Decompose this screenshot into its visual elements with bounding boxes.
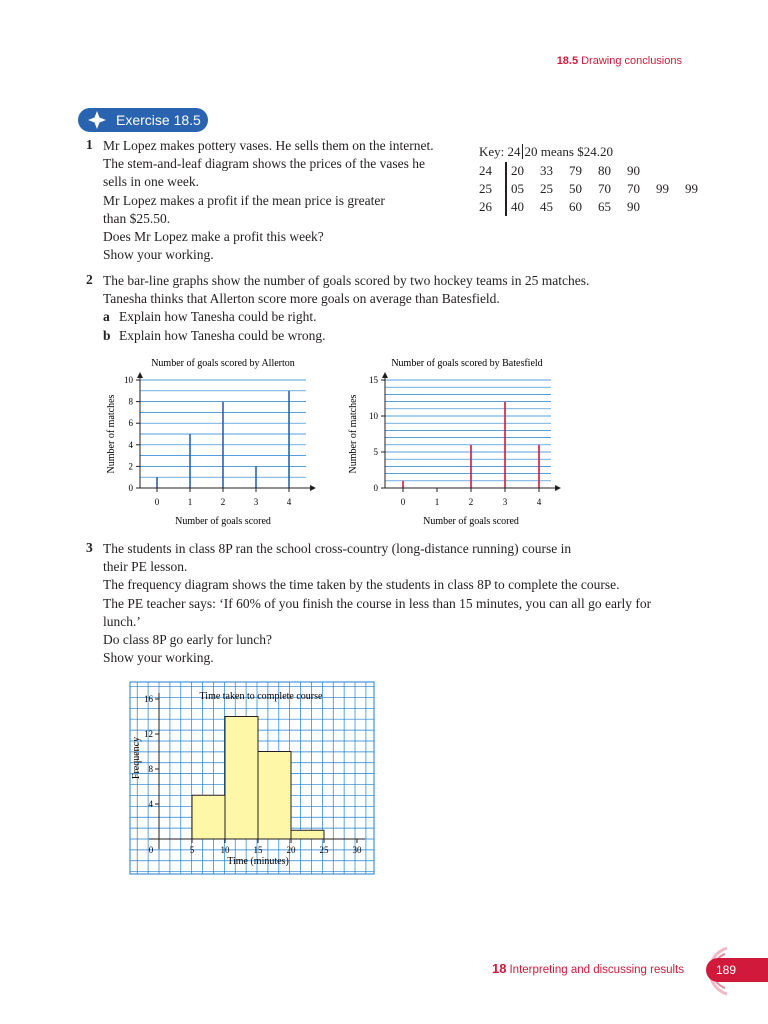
stem-leaf-table <box>479 162 710 216</box>
stem-cell: 24 <box>479 162 506 180</box>
key-stem: Key: 24 <box>479 144 521 159</box>
y-tick-label: 4 <box>148 799 153 809</box>
q3-line: The frequency diagram shows the time taken by the students in class 8P to complete the course. <box>103 577 620 593</box>
leaf-cell: 65 <box>598 199 611 214</box>
chart-title: Number of goals scored by Allerton <box>151 358 295 369</box>
x-axis-label: Time (minutes) <box>227 856 289 867</box>
histogram-bar <box>291 830 324 839</box>
x-tick-label: 5 <box>189 845 195 855</box>
y-tick-label: 10 <box>369 411 378 421</box>
q1-line: than $25.50. <box>103 210 171 226</box>
q1-line: Mr Lopez makes a profit if the mean price is greater <box>103 192 385 208</box>
table-row <box>479 198 710 216</box>
table-row <box>479 162 710 180</box>
leaf-cell: 05 <box>511 181 524 196</box>
y-tick-label: 2 <box>128 461 133 472</box>
question-2-text <box>103 272 589 345</box>
page-number: 189 <box>716 963 737 977</box>
leaf-cell: 79 <box>569 163 582 178</box>
leaf-cell: 99 <box>685 181 698 196</box>
leaf-cell <box>652 162 681 180</box>
y-tick-label: 8 <box>148 764 153 774</box>
x-tick-label: 0 <box>148 845 154 855</box>
q3-line: The PE teacher says: ‘If 60% of you finish the course in less than 15 minutes, you can all go early for <box>103 595 652 611</box>
y-tick-label: 0 <box>373 483 378 493</box>
leaf-cell: 80 <box>598 163 611 178</box>
q2-part-a <box>103 308 589 326</box>
x-tick-label: 1 <box>187 497 193 507</box>
star-icon <box>88 111 106 129</box>
y-axis-label: Number of matches <box>348 394 359 474</box>
stem-cell: 26 <box>479 198 506 216</box>
leaf-cell <box>681 198 710 216</box>
histogram-bar <box>192 795 225 839</box>
x-tick-label: 2 <box>468 497 474 507</box>
q1-line: Does Mr Lopez make a profit this week? <box>103 229 324 245</box>
part-label: a <box>103 309 110 325</box>
batesfield-bar-line-chart <box>346 352 576 532</box>
chapter-title: Interpreting and discussing results <box>509 964 684 976</box>
q2-part-b <box>103 327 589 345</box>
x-axis-label: Number of goals scored <box>423 516 519 527</box>
part-text: Explain how Tanesha could be right. <box>119 309 317 325</box>
q2-line: Tanesha thinks that Allerton score more goals on average than Batesfield. <box>103 291 500 307</box>
x-tick-label: 3 <box>253 497 259 507</box>
leaf-cell: 60 <box>569 199 582 214</box>
x-tick-label: 0 <box>400 497 406 507</box>
stem-cell: 25 <box>479 180 506 198</box>
y-tick-label: 5 <box>373 447 378 457</box>
exercise-badge <box>78 108 208 132</box>
part-label: b <box>103 327 111 343</box>
y-axis-label: Number of matches <box>106 394 117 474</box>
y-axis-label: Frequency <box>131 736 142 780</box>
leaf-cell <box>652 198 681 216</box>
leaf-cell: 99 <box>656 181 669 196</box>
q1-line: Show your working. <box>103 247 214 263</box>
x-tick-label: 4 <box>286 497 292 507</box>
leaf-cell: 90 <box>627 199 640 214</box>
y-tick-label: 10 <box>124 375 133 385</box>
leaf-cell: 90 <box>627 163 640 178</box>
section-title: Drawing conclusions <box>581 55 682 67</box>
q1-line: Mr Lopez makes pottery vases. He sells them on the internet. <box>103 138 434 153</box>
x-tick-label: 4 <box>536 497 542 507</box>
leaf-cell: 33 <box>540 163 553 178</box>
y-tick-label: 12 <box>144 729 153 739</box>
q3-line: The students in class 8P ran the school cross-country (long-distance running) course in <box>103 541 572 556</box>
y-tick-label: 15 <box>369 375 378 385</box>
leaf-cell: 70 <box>627 181 640 196</box>
y-tick-label: 4 <box>128 439 133 450</box>
question-3-number: 3 <box>86 540 93 555</box>
question-3-text <box>103 540 651 667</box>
q1-line: sells in one week. <box>103 174 199 190</box>
stem-and-leaf-diagram <box>479 144 710 216</box>
leaf-cell: 40 <box>511 199 524 214</box>
leaf-cell: 45 <box>540 199 553 214</box>
allerton-bar-line-chart <box>100 352 330 532</box>
running-footer <box>492 961 684 976</box>
q3-line: Show your working. <box>103 650 214 666</box>
x-tick-label: 1 <box>434 497 440 507</box>
chart-title: Time taken to complete course <box>199 691 323 702</box>
y-tick-label: 8 <box>128 396 133 407</box>
y-tick-label: 16 <box>144 694 153 704</box>
x-tick-label: 25 <box>319 845 329 855</box>
question-2-number: 2 <box>86 272 93 287</box>
stem-leaf-key <box>479 144 710 160</box>
x-tick-label: 3 <box>502 497 508 507</box>
x-tick-label: 0 <box>154 497 160 507</box>
leaf-cell: 20 <box>511 163 524 178</box>
leaf-cell: 25 <box>540 181 553 196</box>
q3-line: lunch.’ <box>103 613 141 629</box>
table-row <box>479 180 710 198</box>
time-frequency-histogram <box>128 680 376 876</box>
x-axis-arrow <box>310 485 316 491</box>
x-tick-label: 2 <box>220 497 226 507</box>
question-1-number: 1 <box>86 137 93 152</box>
x-tick-label: 20 <box>286 845 296 855</box>
q3-line: Do class 8P go early for lunch? <box>103 632 272 648</box>
x-axis-label: Number of goals scored <box>175 516 271 527</box>
question-1-text <box>103 137 434 264</box>
y-tick-label: 0 <box>128 483 133 493</box>
x-tick-label: 30 <box>352 845 362 855</box>
leaf-cell <box>681 162 710 180</box>
chapter-number: 18 <box>492 961 507 976</box>
x-axis-arrow <box>555 485 561 491</box>
y-tick-label: 6 <box>128 418 133 429</box>
q1-line: The stem-and-leaf diagram shows the prices of the vases he <box>103 156 426 172</box>
q2-line: The bar-line graphs show the number of goals scored by two hockey teams in 25 matches. <box>103 273 590 288</box>
key-rest: 20 means $24.20 <box>522 144 613 159</box>
q3-line: their PE lesson. <box>103 559 188 575</box>
part-text: Explain how Tanesha could be wrong. <box>119 327 326 343</box>
histogram-bar <box>225 717 258 840</box>
section-number: 18.5 <box>556 55 579 67</box>
y-axis-arrow <box>137 372 143 378</box>
chart-title: Number of goals scored by Batesfield <box>391 358 543 369</box>
y-axis-arrow <box>382 372 388 378</box>
x-tick-label: 10 <box>220 845 230 855</box>
histogram-bar <box>258 752 291 840</box>
exercise-label: Exercise 18.5 <box>116 112 201 128</box>
running-header <box>557 55 682 67</box>
leaf-cell: 50 <box>569 181 582 196</box>
leaf-cell: 70 <box>598 181 611 196</box>
x-tick-label: 15 <box>253 845 263 855</box>
